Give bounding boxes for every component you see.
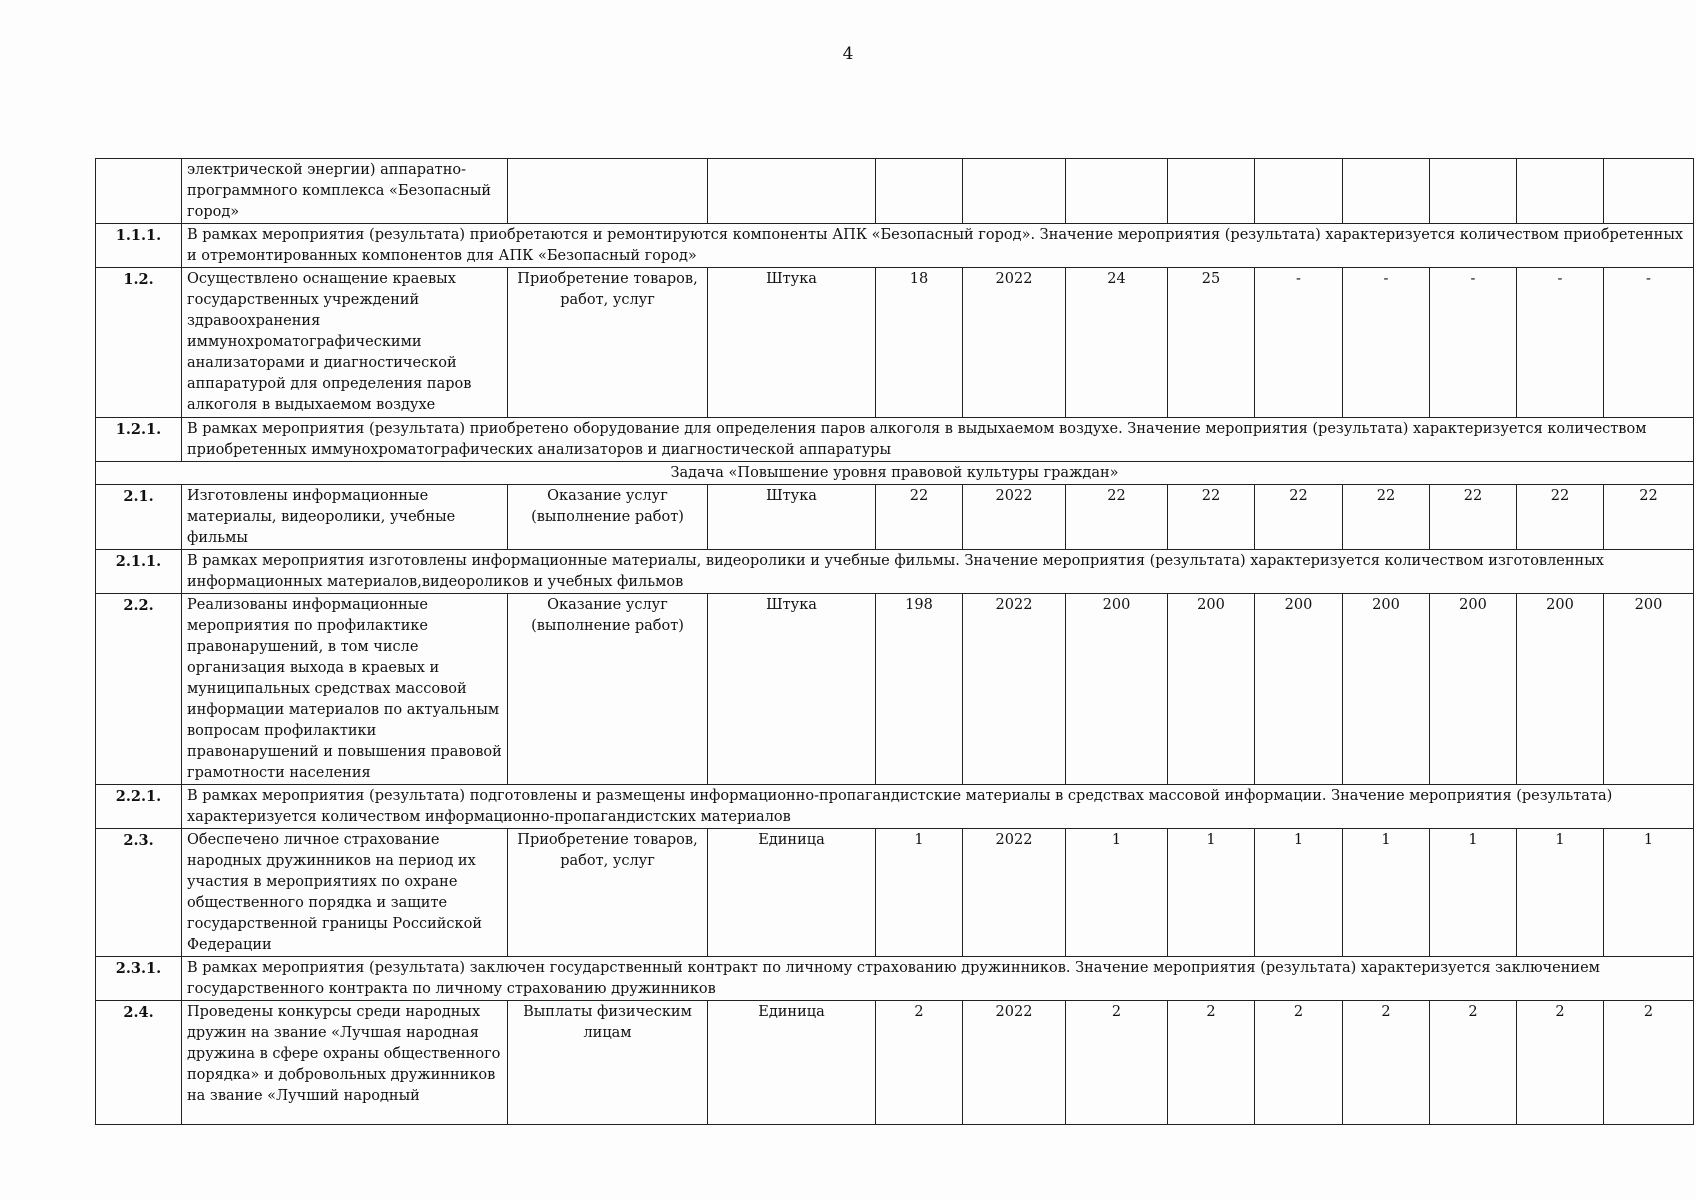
value-cell: 2022: [963, 594, 1066, 785]
value-cell: -: [1430, 268, 1517, 418]
value-cell: 22: [1604, 485, 1694, 550]
value-cell: 2: [1066, 1001, 1168, 1125]
measure-name: Реализованы информационные мероприятия по профилактике правонарушений, в том числе организация выхода в краевых и муниципальных средствах массовой информации материалов по актуальным вопросам профилактики правонарушений и повышения правовой грамотности населения: [182, 594, 508, 785]
value-cell: 1: [1066, 829, 1168, 957]
value-cell: 1: [1517, 829, 1604, 957]
task-heading: Задача «Повышение уровня правовой культуры граждан»: [96, 462, 1694, 485]
measure-type: Приобретение товаров, работ, услуг: [508, 268, 708, 418]
value-cell: 22: [1066, 485, 1168, 550]
measure-name: Осуществлено оснащение краевых государственных учреждений здравоохранения иммунохроматографическими анализаторами и диагностической аппаратурой для определения паров алкоголя в выдыхаемом воздухе: [182, 268, 508, 418]
row-number: 2.2.: [96, 594, 182, 785]
value-cell: 2: [1255, 1001, 1343, 1125]
row-number: 2.3.1.: [96, 957, 182, 1001]
result-description: В рамках мероприятия (результата) приобретаются и ремонтируются компоненты АПК «Безопасный город». Значение мероприятия (результата) характеризуется количеством приобретенных и отремонтированных компонентов для АПК «Безопасный город»: [182, 224, 1694, 268]
value-cell: 22: [1255, 485, 1343, 550]
value-cell: -: [1343, 268, 1430, 418]
value-cell: 2: [1604, 1001, 1694, 1125]
value-cell: 2: [1168, 1001, 1255, 1125]
value-cell: 2022: [963, 485, 1066, 550]
empty-cell: [1343, 159, 1430, 224]
table-row-1-1-1: [96, 224, 1694, 268]
value-cell: 2: [1343, 1001, 1430, 1125]
unit: Штука: [708, 268, 876, 418]
value-cell: -: [1255, 268, 1343, 418]
measure-type: Выплаты физическим лицам: [508, 1001, 708, 1125]
value-cell: 2: [1430, 1001, 1517, 1125]
empty-cell: [1430, 159, 1517, 224]
results-table: [95, 158, 1694, 1125]
row-number: 1.2.: [96, 268, 182, 418]
table-row-2-3-1: [96, 957, 1694, 1001]
row-number: 2.3.: [96, 829, 182, 957]
value-cell: 2022: [963, 1001, 1066, 1125]
measure-name: Проведены конкурсы среди народных дружин на звание «Лучшая народная дружина в сфере охраны общественного порядка» и добровольных дружинников на звание «Лучший народный: [182, 1001, 508, 1125]
table-row-2-2-1: [96, 785, 1694, 829]
measure-name: электрической энергии) аппаратно-программного комплекса «Безопасный город»: [182, 159, 508, 224]
value-cell: 1: [1430, 829, 1517, 957]
table-row-1-2: [96, 268, 1694, 418]
empty-cell: [708, 159, 876, 224]
empty-cell: [1517, 159, 1604, 224]
value-cell: 1: [1255, 829, 1343, 957]
row-number: 2.1.: [96, 485, 182, 550]
value-cell: 24: [1066, 268, 1168, 418]
value-cell: 2022: [963, 829, 1066, 957]
measure-type: Оказание услуг (выполнение работ): [508, 485, 708, 550]
unit: Штука: [708, 485, 876, 550]
value-cell: 200: [1066, 594, 1168, 785]
row-number: [96, 159, 182, 224]
row-number: 2.4.: [96, 1001, 182, 1125]
table-row-2-1: [96, 485, 1694, 550]
value-cell: 25: [1168, 268, 1255, 418]
value-cell: 1: [1604, 829, 1694, 957]
result-description: В рамках мероприятия (результата) приобретено оборудование для определения паров алкоголя в выдыхаемом воздухе. Значение мероприятия (результата) характеризуется количеством приобретенных иммунохроматографических анализаторов и диагностической аппаратуры: [182, 418, 1694, 462]
empty-cell: [1168, 159, 1255, 224]
value-cell: 200: [1343, 594, 1430, 785]
result-description: В рамках мероприятия (результата) подготовлены и размещены информационно-пропагандистские материалы в средствах массовой информации. Значение мероприятия (результата) характеризуется количеством информационно-пропагандистских материалов: [182, 785, 1694, 829]
value-cell: -: [1604, 268, 1694, 418]
measure-name: Изготовлены информационные материалы, видеоролики, учебные фильмы: [182, 485, 508, 550]
measure-type: Оказание услуг (выполнение работ): [508, 594, 708, 785]
table-row-1-2-1: [96, 418, 1694, 462]
table-row-2-1-1: [96, 550, 1694, 594]
value-cell: 2: [876, 1001, 963, 1125]
value-cell: -: [1517, 268, 1604, 418]
result-description: В рамках мероприятия изготовлены информационные материалы, видеоролики и учебные фильмы. Значение мероприятия (результата) характеризуется количеством изготовленных информационных материалов,видеороликов и учебных фильмов: [182, 550, 1694, 594]
value-cell: 200: [1517, 594, 1604, 785]
row-number: 2.2.1.: [96, 785, 182, 829]
value-cell: 198: [876, 594, 963, 785]
value-cell: 22: [1343, 485, 1430, 550]
row-number: 2.1.1.: [96, 550, 182, 594]
row-number: 1.2.1.: [96, 418, 182, 462]
value-cell: 200: [1168, 594, 1255, 785]
value-cell: 1: [1168, 829, 1255, 957]
table-row-continuation: [96, 159, 1694, 224]
value-cell: 22: [1517, 485, 1604, 550]
page-number: 4: [842, 44, 854, 64]
empty-cell: [1255, 159, 1343, 224]
empty-cell: [963, 159, 1066, 224]
unit: Штука: [708, 594, 876, 785]
result-description: В рамках мероприятия (результата) заключен государственный контракт по личному страхованию дружинников. Значение мероприятия (результата) характеризуется заключением государственного контракта по личному страхованию дружинников: [182, 957, 1694, 1001]
value-cell: 200: [1255, 594, 1343, 785]
value-cell: 22: [1168, 485, 1255, 550]
empty-cell: [876, 159, 963, 224]
value-cell: 22: [876, 485, 963, 550]
row-number: 1.1.1.: [96, 224, 182, 268]
empty-cell: [1604, 159, 1694, 224]
value-cell: 18: [876, 268, 963, 418]
measure-type: Приобретение товаров, работ, услуг: [508, 829, 708, 957]
value-cell: 2022: [963, 268, 1066, 418]
table-row-2-3: [96, 829, 1694, 957]
value-cell: 22: [1430, 485, 1517, 550]
value-cell: 2: [1517, 1001, 1604, 1125]
table-row-2-2: [96, 594, 1694, 785]
value-cell: 200: [1604, 594, 1694, 785]
unit: Единица: [708, 1001, 876, 1125]
empty-cell: [508, 159, 708, 224]
unit: Единица: [708, 829, 876, 957]
table-row-task: [96, 462, 1694, 485]
empty-cell: [1066, 159, 1168, 224]
measure-name: Обеспечено личное страхование народных дружинников на период их участия в мероприятиях по охране общественного порядка и защите государственной границы Российской Федерации: [182, 829, 508, 957]
value-cell: 200: [1430, 594, 1517, 785]
value-cell: 1: [1343, 829, 1430, 957]
value-cell: 1: [876, 829, 963, 957]
table-row-2-4: [96, 1001, 1694, 1125]
